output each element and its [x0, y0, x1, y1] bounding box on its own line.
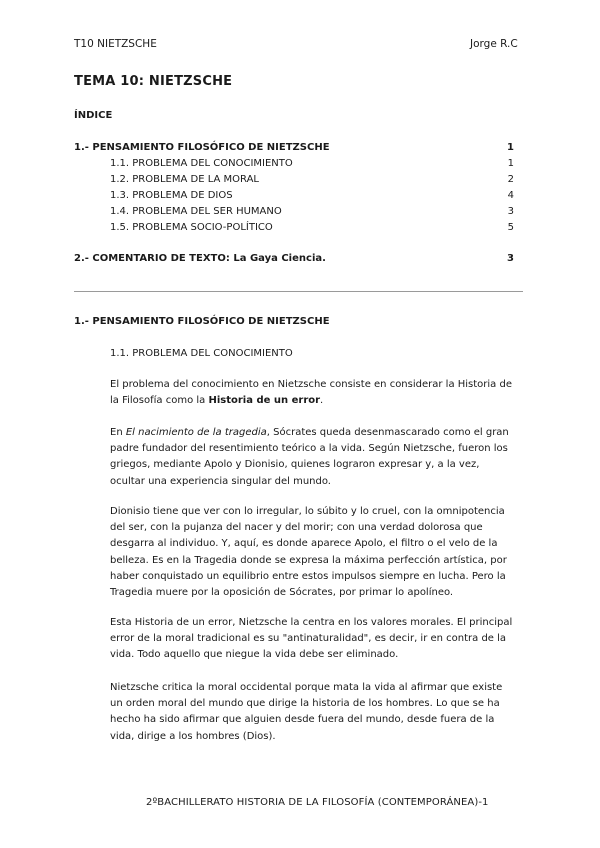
section-heading: 1.- PENSAMIENTO FILOSÓFICO DE NIETZSCHE [74, 316, 330, 327]
paragraph-line: ocultar una experiencia singular del mundo. [110, 475, 331, 487]
paragraph-line: belleza. Es en la Tragedia donde se expresa la máxima perfección artística, por [110, 554, 507, 566]
toc-label: 1.1. PROBLEMA DEL CONOCIMIENTO [110, 158, 293, 169]
paragraph-line: hecho ha sido afirmar que alguien desde fuera del mundo, desde fuera de la [110, 714, 495, 726]
text-run: la Filosofía como la [110, 395, 209, 407]
paragraph-3 [110, 504, 528, 601]
toc-page-number: 4 [507, 190, 514, 201]
header-author: Jorge R.C [470, 38, 518, 50]
paragraph-line: desgarra al individuo. Y, aquí, es donde aparece Apolo, el filtro o el velo de la [110, 538, 498, 550]
emphasis-bold: Historia de un error [208, 395, 321, 407]
paragraph-line: error de la moral tradicional es su "antinaturalidad", es decir, ir en contra de la [110, 633, 507, 645]
toc-label: 1.- PENSAMIENTO FILOSÓFICO DE NIETZSCHE [74, 142, 330, 153]
toc-page-number: 1 [507, 158, 514, 169]
toc-entry-1-2[interactable] [74, 174, 514, 188]
toc-page-number: 1 [507, 142, 514, 153]
paragraph-line: El problema del conocimiento en Nietzsche consiste en considerar la Historia de [110, 379, 512, 390]
text-run: , Sócrates queda desenmascarado como el gran [266, 427, 509, 438]
toc-entry-section-1[interactable] [74, 142, 514, 156]
toc-entry-1-5[interactable] [74, 222, 514, 236]
paragraph-line: padre fundador del resentimiento teórico a la vida. Según Nietzsche, fueron los [110, 443, 508, 455]
toc-entry-section-2[interactable] [74, 253, 514, 267]
paragraph-line: Nietzsche critica la moral occidental porque mata la vida al afirmar que existe [110, 682, 503, 693]
paragraph-line: vida, dirige a los hombres (Dios). [110, 730, 276, 742]
text-run: . [320, 395, 324, 407]
page-footer: 2ºBACHILLERATO HISTORIA DE LA FILOSOFÍA (CONTEMPORÁNEA)-1 [146, 797, 489, 808]
toc-page-number: 3 [507, 206, 514, 217]
header-left-text: T10 NIETZSCHE [74, 38, 157, 50]
paragraph-line: del ser, con la pujanza del nacer y del morir; con una verdad dolorosa que [110, 522, 483, 534]
paragraph-4 [110, 615, 528, 664]
paragraph-line: vida. Todo aquello que niegue la vida debe ser eliminado. [110, 649, 399, 661]
paragraph-line: haber conquistado un equilibrio entre estos impulsos siempre en lucha. Pero la [110, 570, 506, 582]
paragraph-line: Tragedia muere por la oposición de Sócrates, por primar lo apolíneo. [110, 587, 454, 599]
paragraph-5 [110, 680, 528, 745]
toc-page-number: 2 [507, 174, 514, 185]
toc-label: 1.5. PROBLEMA SOCIO-POLÍTICO [110, 222, 273, 233]
paragraph-2 [110, 425, 528, 490]
book-title-italic: El nacimiento de la tragedia [125, 427, 267, 438]
paragraph-line [110, 425, 528, 441]
toc-entry-1-1[interactable] [74, 158, 514, 172]
paragraph-1 [110, 377, 528, 409]
paragraph-line: Dionisio tiene que ver con lo irregular, lo súbito y lo cruel, con la omnipotencia [110, 506, 505, 517]
paragraph-line: griegos, mediante Apolo y Dionisio, quienes lograron expresar y, a la vez, [110, 459, 480, 471]
section-divider [74, 291, 523, 292]
subsection-heading: 1.1. PROBLEMA DEL CONOCIMIENTO [110, 348, 293, 359]
toc-page-number: 3 [507, 253, 514, 264]
toc-entry-1-4[interactable] [74, 206, 514, 220]
toc-label: 1.4. PROBLEMA DEL SER HUMANO [110, 206, 282, 217]
paragraph-line [110, 393, 528, 409]
paragraph-line: un orden moral del mundo que dirige la historia de los hombres. Lo que se ha [110, 698, 500, 710]
toc-label: 1.2. PROBLEMA DE LA MORAL [110, 174, 259, 185]
toc-label: 1.3. PROBLEMA DE DIOS [110, 190, 233, 201]
toc-page-number: 5 [507, 222, 514, 233]
document-title: TEMA 10: NIETZSCHE [74, 74, 233, 89]
text-run: En [110, 427, 126, 438]
index-heading: ÍNDICE [74, 110, 113, 121]
toc-label: 2.- COMENTARIO DE TEXTO: La Gaya Ciencia. [74, 253, 326, 264]
paragraph-line: Esta Historia de un error, Nietzsche la centra en los valores morales. El principal [110, 617, 513, 628]
toc-entry-1-3[interactable] [74, 190, 514, 204]
